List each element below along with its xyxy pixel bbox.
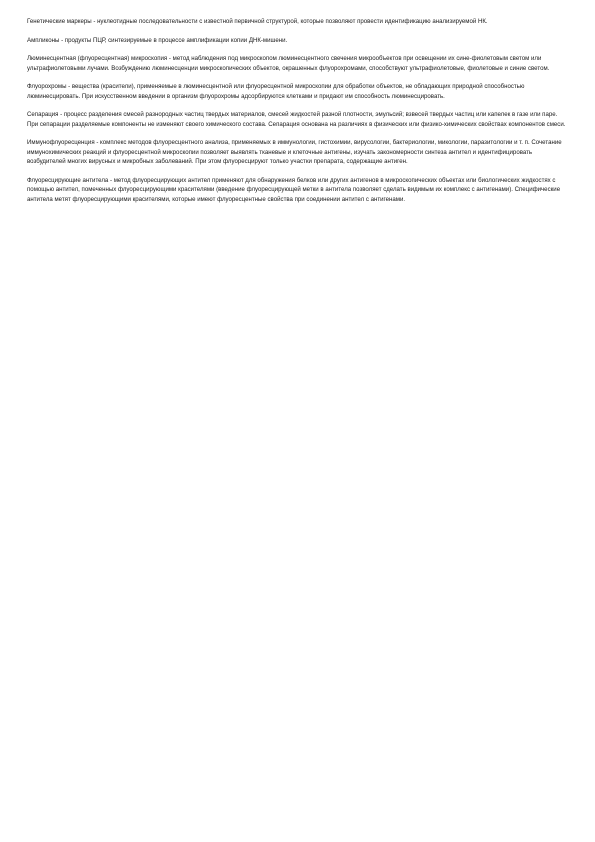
definition-amplicons: Ампликоны - продукты ПЦР, синтезируемые в процессе амплификации копии ДНК-мишени. xyxy=(27,36,288,44)
definition-fluorochromes: Флуорохромы - вещества (красители), применяемые в люминесцентной или флуоресцентной микроскопии для обработки объектов, не обладающих природной способностью люминесцировать. При искусственном введении в организм флуорохромы адсорбируются клетками и придают им способность люминесцировать. xyxy=(27,83,525,100)
definition-genetic-markers: Генетические маркеры - нуклеотидные последовательности с известной первичной структурой, которые позволяют провести идентификацию анализируемой НК. xyxy=(27,18,488,25)
definition-immunofluorescence: Иммунофлуоресценция - комплекс методов флуоресцентного анализа, применяемых в иммунологии, гистохимии, вирусологии, бактериологии, микологии, паразитологии и т. п. Сочетание иммунохимических реакций и флуоресцентной микроскопии позволяет выявлять тканевые и клеточные антигены, изучать закономерности синтеза антител и идентифицировать возбудителей многих вирусных и микробных заболеваний. При этом флуоресцируют только участки препарата, содержащие антиген. xyxy=(27,139,562,165)
definition-fluorescent-antibodies: Флуоресцирующие антитела - метод флуоресцирующих антител применяют для обнаружения белков или других антигенов в микроскопических объектах или биологических жидкостях с помощью антител, помеченных флуоресцирующими красителями (введение флуоресцирующей метки в антитела позволяет сделать видимым их комплекс с антигенами). Специфические антитела метят флуоресцирующими красителями, которые имеют флуоресцентные свойства при соединении антител с антигенами. xyxy=(27,176,561,203)
definition-fluorescence-microscopy: Люминесцентная (флуоресцентная) микроскопия - метод наблюдения под микроскопом люминесцентного свечения микрообъектов при освещении их сине-фиолетовым светом или ультрафиолетовыми лучами. Возбуждению люминесценции микроскопических объектов, окрашенных флуорохромами, способствуют ультрафиолетовые, фиолетовые и синие светом. xyxy=(27,55,550,72)
document-body xyxy=(27,17,569,213)
definition-separation: Сепарация - процесс разделения смесей разнородных частиц твердых материалов, смесей жидкостей разной плотности, эмульсий; взвесей твердых частиц или капелек в газе или паре. При сепарации разделяемые компоненты не изменяют своего химического состава. Сепарация основана на различиях в физических или физико-химических свойствах компонентов смеси. xyxy=(27,111,566,128)
